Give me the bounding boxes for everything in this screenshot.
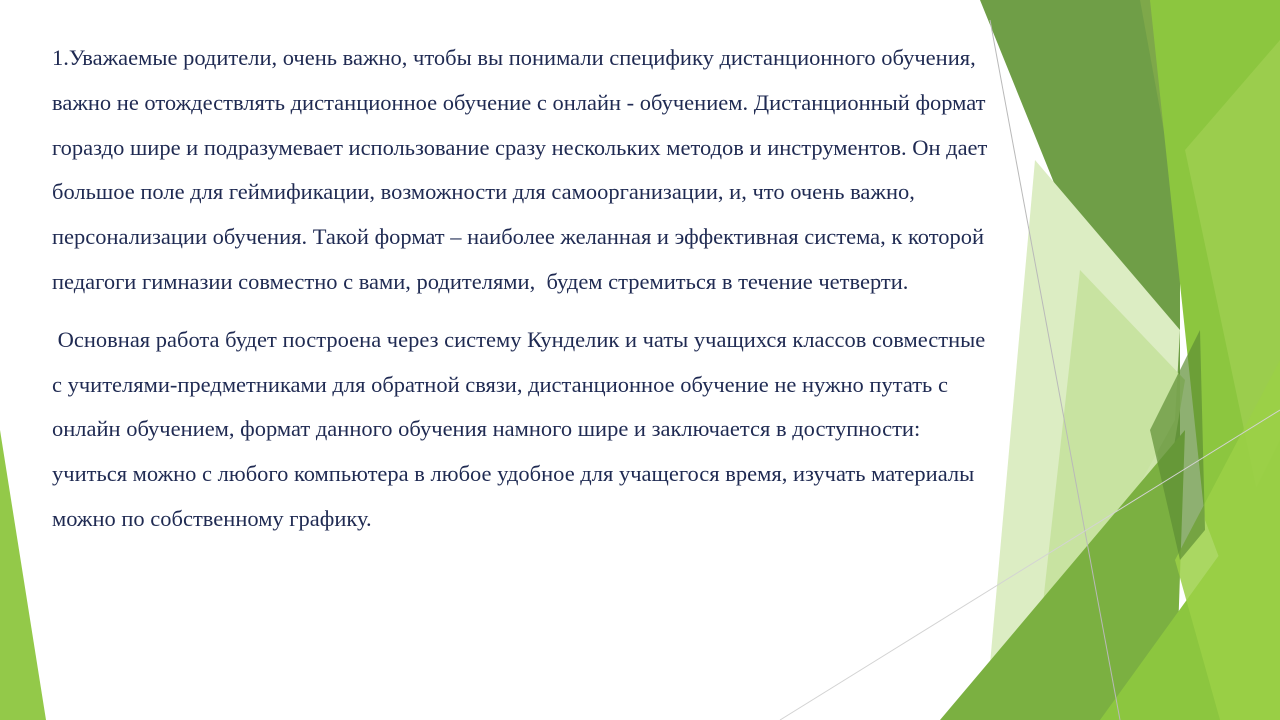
paragraph-1: 1.Уважаемые родители, очень важно, чтобы вы понимали специфику дистанционного обучения, важно не отождествлять дистанционное обучение с онлайн - обучением. Дистанционный формат гораздо шире и подразумевает использование сразу нескольких методов и инструментов. Он дает большое поле для геймификации, возможности для самоорганизации, и, что очень важно, персонализации обучения. Такой формат – наиболее желанная и эффективная система, к которой педагоги гимназии совместно с вами, родителями, будем стремиться в течение четверти. (52, 45, 994, 294)
left-lime-facet (0, 430, 46, 720)
paragraph-2: Основная работа будет построена через систему Кунделик и чаты учащихся классов совместные с учителями-предметниками для обратной связи, дистанционное обучение не нужно путать с онлайн обучением, формат данного обучения намного шире и заключается в доступности: учиться можно с любого компьютера в любое удобное для учащегося время, изучать материалы можно по собственному графику. (52, 326, 991, 531)
slide-body-text (52, 36, 992, 542)
